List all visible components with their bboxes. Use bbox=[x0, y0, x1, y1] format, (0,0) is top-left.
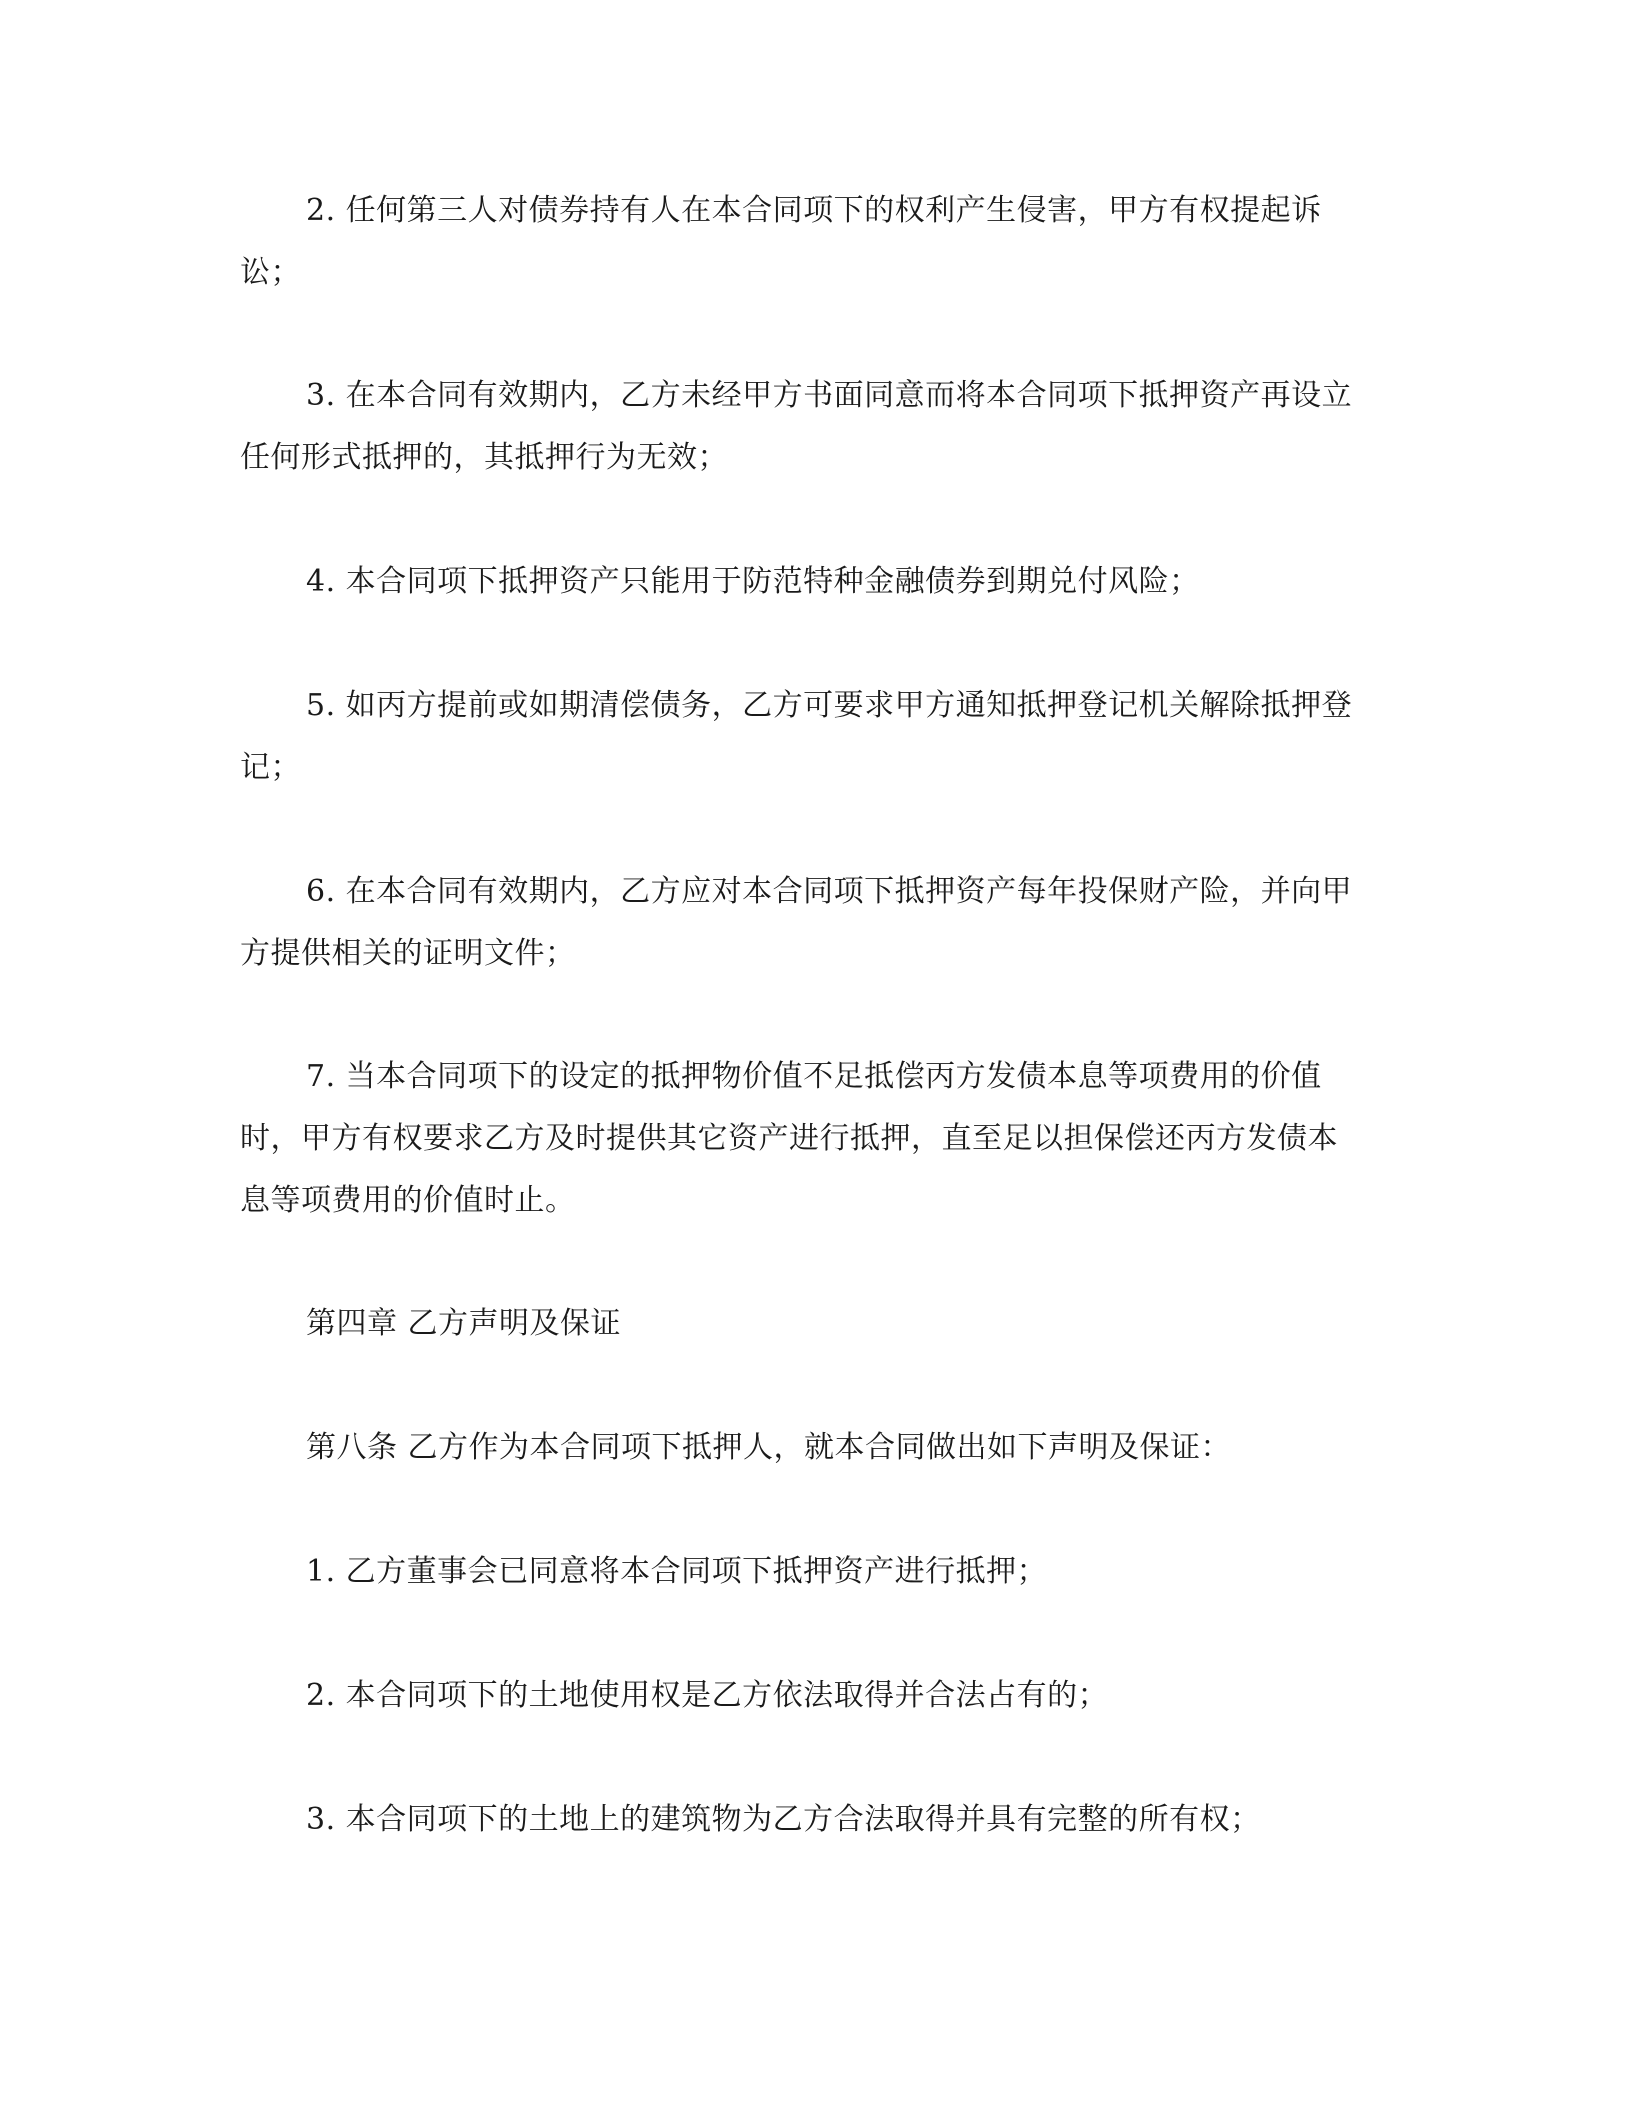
clause-item-7 bbox=[240, 1046, 1384, 1232]
article-heading bbox=[240, 1417, 1384, 1479]
clause-line: 2. 任何第三人对债券持有人在本合同项下的权利产生侵害，甲方有权提起诉 bbox=[306, 193, 1322, 228]
clause-item-4 bbox=[240, 551, 1384, 613]
clause-line: 讼； bbox=[240, 255, 301, 290]
article-item-3 bbox=[240, 1789, 1384, 1851]
article-item-text: 1. 乙方董事会已同意将本合同项下抵押资产进行抵押； bbox=[306, 1554, 1048, 1589]
clause-line: 5. 如丙方提前或如期清偿债务，乙方可要求甲方通知抵押登记机关解除抵押登 bbox=[306, 688, 1353, 723]
article-heading-text: 第八条 乙方作为本合同项下抵押人，就本合同做出如下声明及保证： bbox=[306, 1430, 1232, 1465]
clause-line: 4. 本合同项下抵押资产只能用于防范特种金融债券到期兑付风险； bbox=[306, 564, 1200, 599]
clause-item-6 bbox=[240, 861, 1384, 985]
clause-line: 任何形式抵押的，其抵押行为无效； bbox=[240, 440, 728, 475]
clause-line: 7. 当本合同项下的设定的抵押物价值不足抵偿丙方发债本息等项费用的价值 bbox=[306, 1059, 1322, 1094]
chapter-heading-text: 第四章 乙方声明及保证 bbox=[306, 1306, 622, 1341]
clause-line: 3. 在本合同有效期内，乙方未经甲方书面同意而将本合同项下抵押资产再设立 bbox=[306, 378, 1353, 413]
clause-line: 记； bbox=[240, 750, 301, 785]
clause-item-2 bbox=[240, 180, 1384, 304]
clause-item-5 bbox=[240, 675, 1384, 799]
clause-line: 时，甲方有权要求乙方及时提供其它资产进行抵押，直至足以担保偿还丙方发债本 bbox=[240, 1121, 1338, 1156]
clause-item-3 bbox=[240, 365, 1384, 489]
clause-line: 息等项费用的价值时止。 bbox=[240, 1183, 576, 1218]
clause-line: 6. 在本合同有效期内，乙方应对本合同项下抵押资产每年投保财产险，并向甲 bbox=[306, 874, 1353, 909]
article-item-text: 3. 本合同项下的土地上的建筑物为乙方合法取得并具有完整的所有权； bbox=[306, 1802, 1261, 1837]
article-item-2 bbox=[240, 1665, 1384, 1727]
article-item-text: 2. 本合同项下的土地使用权是乙方依法取得并合法占有的； bbox=[306, 1678, 1109, 1713]
clause-line: 方提供相关的证明文件； bbox=[240, 936, 576, 971]
article-item-1 bbox=[240, 1541, 1384, 1603]
chapter-heading bbox=[240, 1293, 1384, 1355]
